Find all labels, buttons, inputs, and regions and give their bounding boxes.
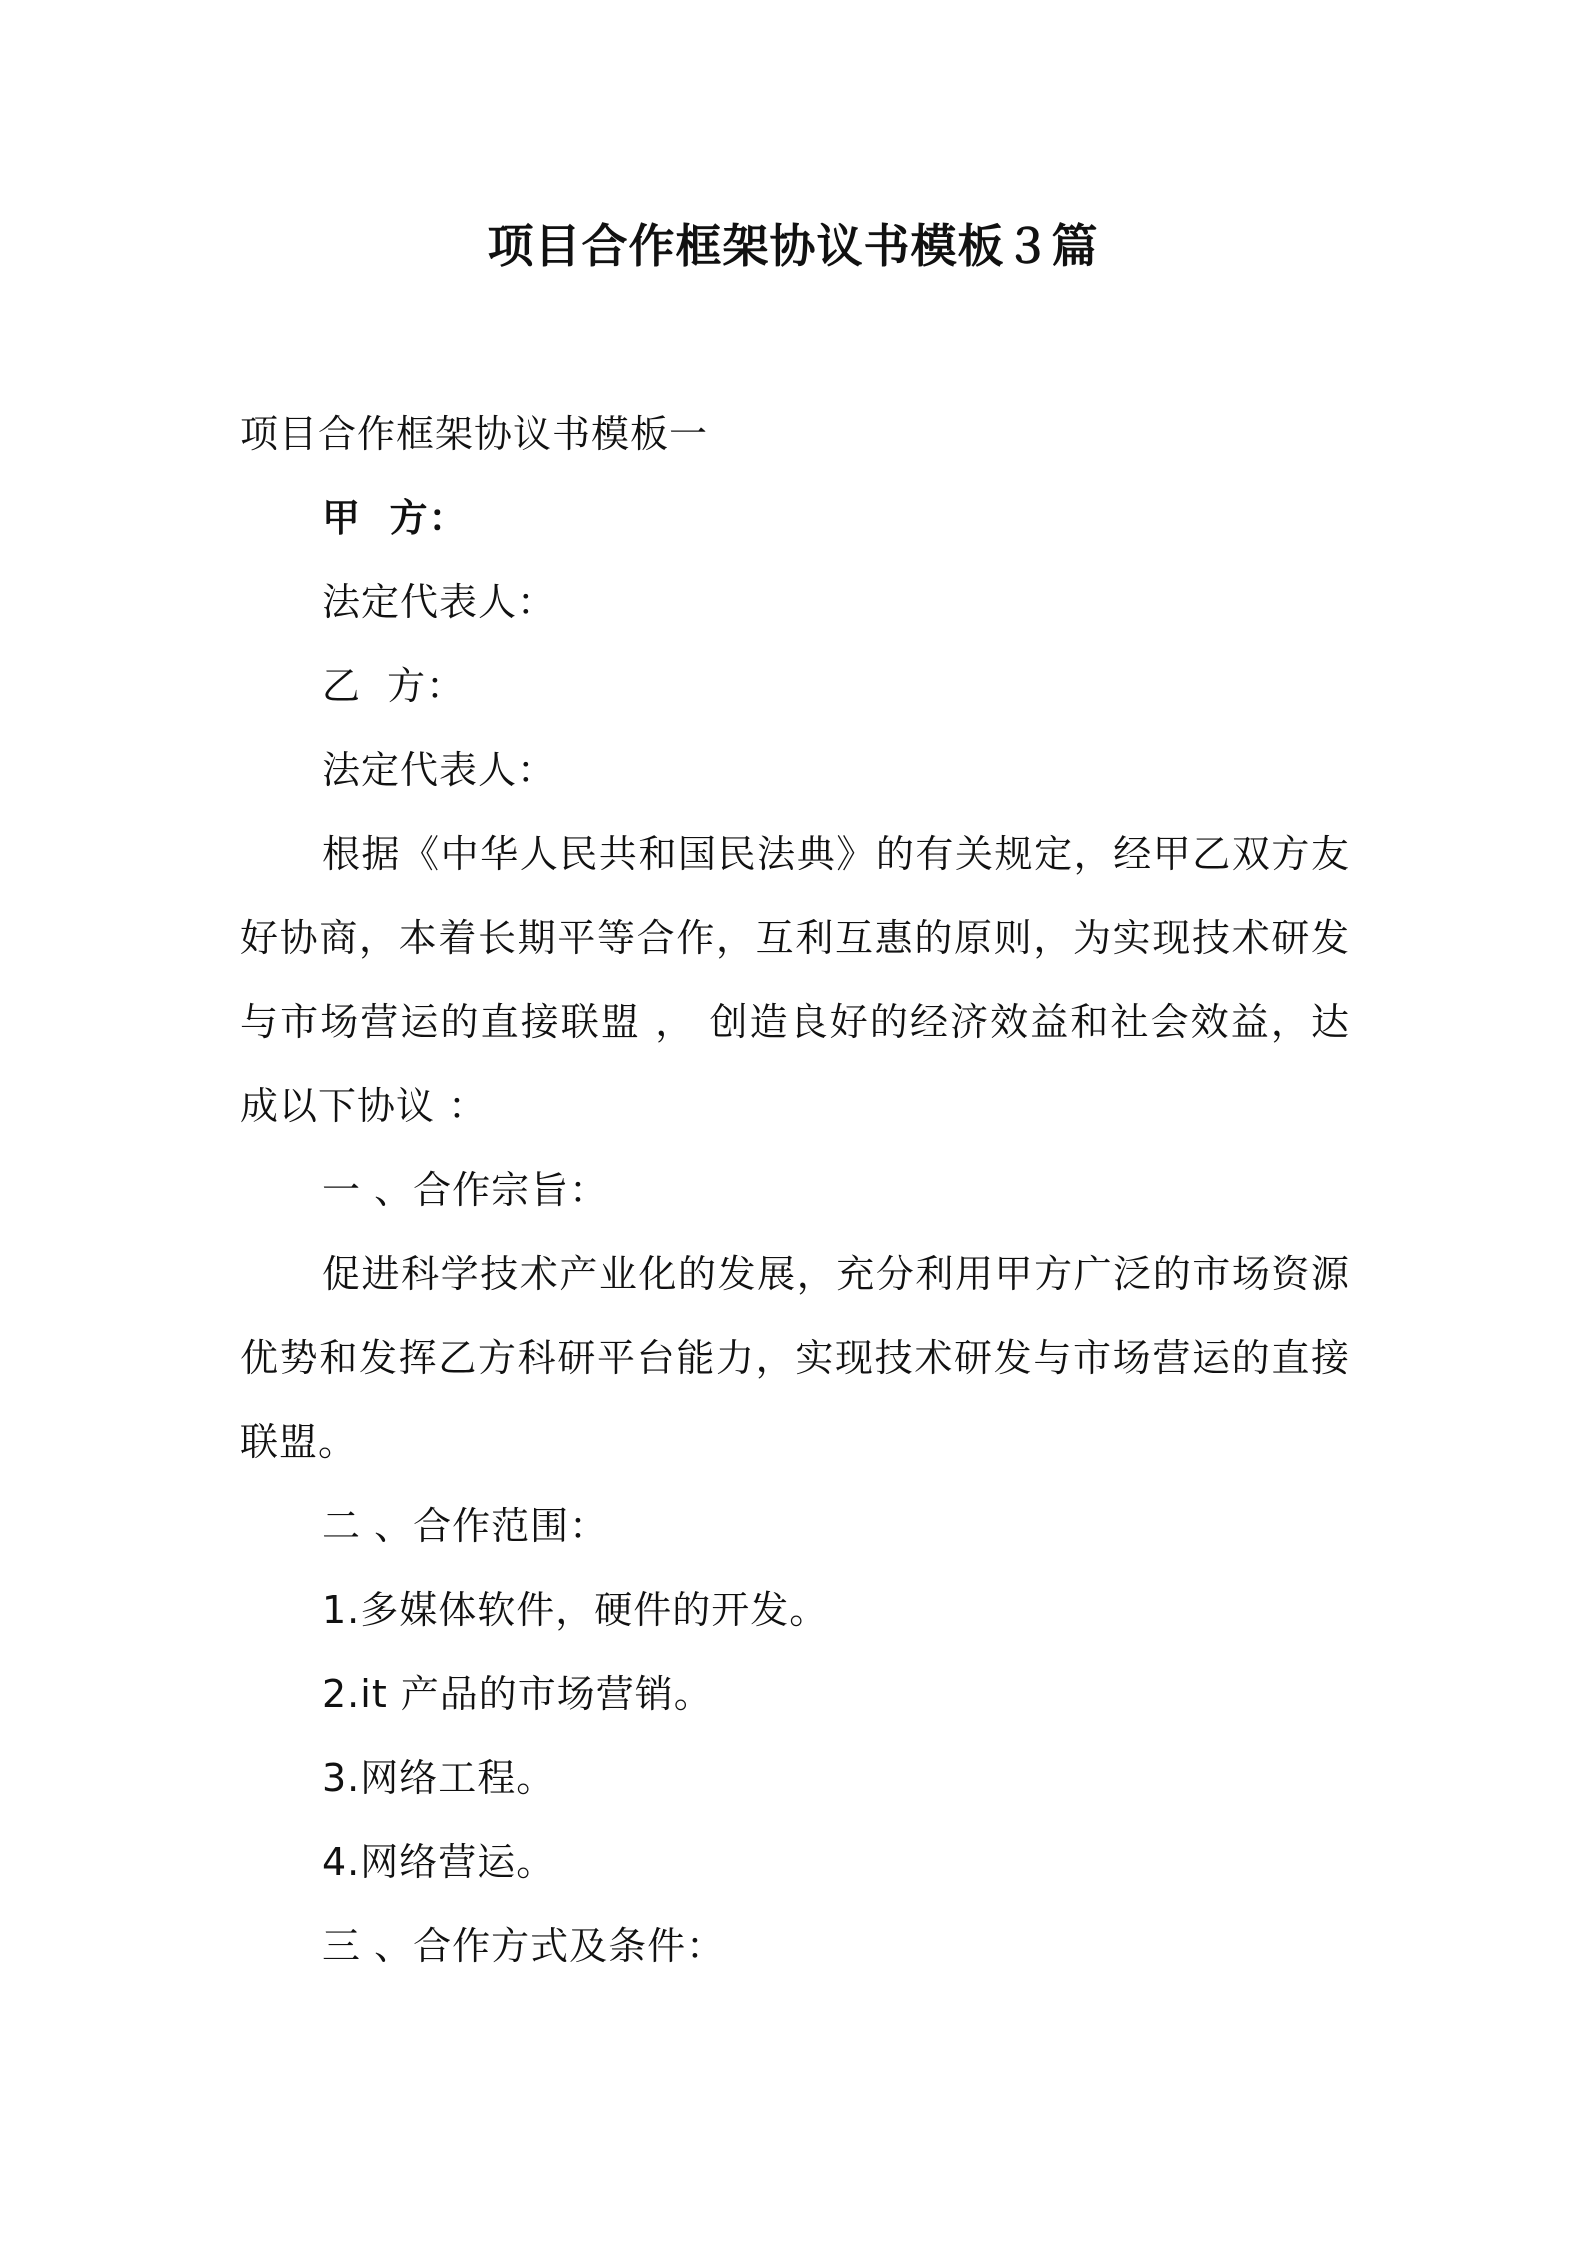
template-subtitle: 项目合作框架协议书模板一: [240, 412, 709, 456]
section-1-heading: 一 、合作宗旨：: [322, 1168, 609, 1212]
scope-item: 4.网络营运。: [322, 1840, 556, 1884]
preamble-paragraph: 根据《中华人民共和国民法典》的有关规定，经甲乙双方友好协商，本着长期平等合作，互利互惠的原则，为实现技术研发与市场营运的直接联盟 ， 创造良好的经济效益和社会效益，达成以下协议 ：: [240, 832, 1350, 1128]
scope-item: 2.it 产品的市场营销。: [322, 1672, 713, 1716]
party-a-label: 甲 方：: [322, 496, 468, 540]
section-3-heading: 三 、合作方式及条件：: [322, 1924, 726, 1968]
section-1-body: 促进科学技术产业化的发展，充分利用甲方广泛的市场资源优势和发挥乙方科研平台能力，实现技术研发与市场营运的直接联盟。: [240, 1252, 1350, 1464]
section-2-heading: 二 、合作范围：: [322, 1504, 609, 1548]
scope-item: 1.多媒体软件，硬件的开发。: [322, 1588, 829, 1632]
scope-item: 3.网络工程。: [322, 1756, 556, 1800]
party-b-representative-label: 法定代表人：: [322, 748, 557, 792]
document-title: 项目合作框架协议书模板３篇: [487, 219, 1099, 273]
party-b-label: 乙 方：: [322, 664, 466, 708]
party-a-representative-label: 法定代表人：: [322, 580, 557, 624]
